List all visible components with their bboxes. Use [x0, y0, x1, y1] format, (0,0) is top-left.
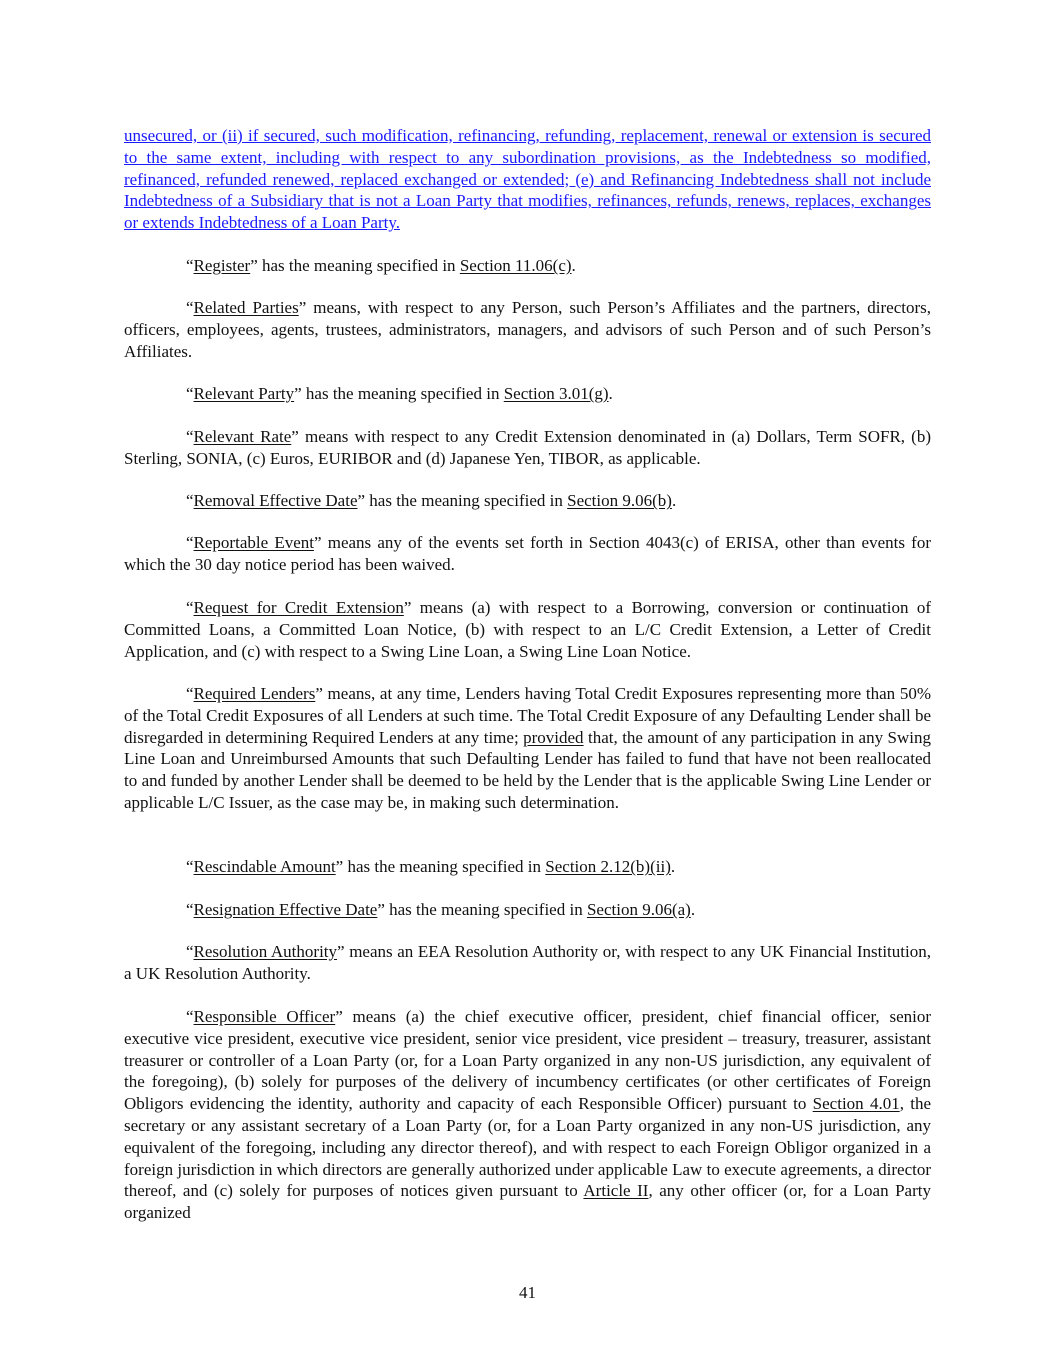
article-reference: Article II: [583, 1181, 649, 1201]
defined-term: Rescindable Amount: [193, 857, 336, 876]
section-reference: Section 11.06(c): [459, 256, 572, 275]
provided-term: provided: [523, 727, 584, 747]
page-number: 41: [519, 1283, 536, 1302]
definition-relevant-party: “Relevant Party” has the meaning specified in Section 3.01(g).: [186, 384, 613, 403]
defined-term: Removal Effective Date: [193, 491, 358, 510]
defined-term: Responsible Officer: [193, 1007, 336, 1026]
defined-term: Resolution Authority: [193, 942, 338, 961]
defined-term: Resignation Effective Date: [193, 900, 378, 919]
defined-term: Request for Credit Extension: [193, 598, 404, 617]
definition-rescindable-amount: “Rescindable Amount” has the meaning specified in Section 2.12(b)(ii).: [186, 857, 676, 876]
definition-responsible-officer: “Responsible Officer” means (a) the chief executive officer, president, chief financial officer, senior executive vice president, executive vice president, senior vice president, vice president – treasury, treasurer, assistant treasurer or controller of a Loan Party (or, for a Loan Party organized in any non-US jurisdiction, any equivalent of the foregoing), (b) solely for purposes of the delivery of incumbency certificates (or other certificates of Foreign Obligors evidencing the identity, authority and capacity of each Responsible Officer) pursuant to Section 4.01, the secretary or any assistant secretary of a Loan Party (or, for a Loan Party organized in any non-US jurisdiction, any equivalent of the foregoing, including any director thereof), and with respect to each Foreign Obligor organized in a foreign jurisdiction in which directors are generally authorized under applicable Law to execute agreements, a director thereof, and (c) solely for purposes of notices given pursuant to Article II, any other officer (or, for a Loan Party organized: [124, 1007, 931, 1223]
definition-relevant-rate: “Relevant Rate” means with respect to any Credit Extension denominated in (a) Dollars, Term SOFR, (b) Sterling, SONIA, (c) Euros, EURIBOR and (d) Japanese Yen, TIBOR, as applicable.: [124, 427, 932, 468]
defined-term: Relevant Rate: [193, 427, 292, 446]
section-reference: Section 4.01: [812, 1094, 900, 1114]
definition-register: “Register” has the meaning specified in Section 11.06(c).: [186, 256, 576, 275]
defined-term: Required Lenders: [193, 684, 316, 703]
carryover-paragraph: [124, 125, 931, 234]
definition-removal-effective-date: “Removal Effective Date” has the meaning specified in Section 9.06(b).: [186, 491, 677, 510]
defined-term: Related Parties: [193, 298, 299, 317]
definition-resolution-authority: “Resolution Authority” means an EEA Resolution Authority or, with respect to any UK Financial Institution, a UK Resolution Authority.: [124, 942, 931, 983]
defined-term: Relevant Party: [193, 384, 295, 403]
definition-reportable-event: “Reportable Event” means any of the events set forth in Section 4043(c) of ERISA, other than events for which the 30 day notice period has been waived.: [124, 533, 931, 574]
section-reference: Section 2.12(b)(ii): [545, 857, 671, 876]
definition-related-parties: “Related Parties” means, with respect to any Person, such Person’s Affiliates and the partners, directors, officers, employees, agents, trustees, administrators, managers, and advisors of such Person and of such Person’s Affiliates.: [124, 298, 931, 361]
definition-request-for-credit-extension: “Request for Credit Extension” means (a) with respect to a Borrowing, conversion or continuation of Committed Loans, a Committed Loan Notice, (b) with respect to an L/C Credit Extension, a Letter of Credit Application, and (c) with respect to a Swing Line Loan, a Swing Line Loan Notice.: [124, 598, 932, 661]
definition-resignation-effective-date: “Resignation Effective Date” has the meaning specified in Section 9.06(a).: [186, 900, 696, 919]
defined-term: Register: [193, 256, 251, 275]
section-reference: Section 9.06(b): [567, 491, 672, 510]
carryover-text: unsecured, or (ii) if secured, such modification, refinancing, refunding, replacement, renewal or extension is secured to the same extent, including with respect to any subordination provisions, as the Indebtedness so modified, refinanced, refunded renewed, replaced exchanged or extended; (e) and Refinancing Indebtedness shall not include Indebtedness of a Subsidiary that is not a Loan Party that modifies, refinances, refunds, renews, replaces, exchanges or extends Indebtedness of a Loan Party.: [124, 126, 931, 233]
defined-term: Reportable Event: [193, 533, 314, 552]
section-reference: Section 3.01(g): [503, 384, 609, 403]
definition-required-lenders: “Required Lenders” means, at any time, Lenders having Total Credit Exposures representing more than 50% of the Total Credit Exposures of all Lenders at such time. The Total Credit Exposure of any Defaulting Lender shall be disregarded in determining Required Lenders at any time; provided that, the amount of any participation in any Swing Line Loan and Unreimbursed Amounts that such Defaulting Lender has failed to fund that have not been reallocated to and funded by another Lender shall be deemed to be held by the Lender that is the applicable Swing Line Lender or applicable L/C Issuer, as the case may be, in making such determination.: [124, 684, 931, 812]
section-reference: Section 9.06(a): [586, 900, 691, 919]
